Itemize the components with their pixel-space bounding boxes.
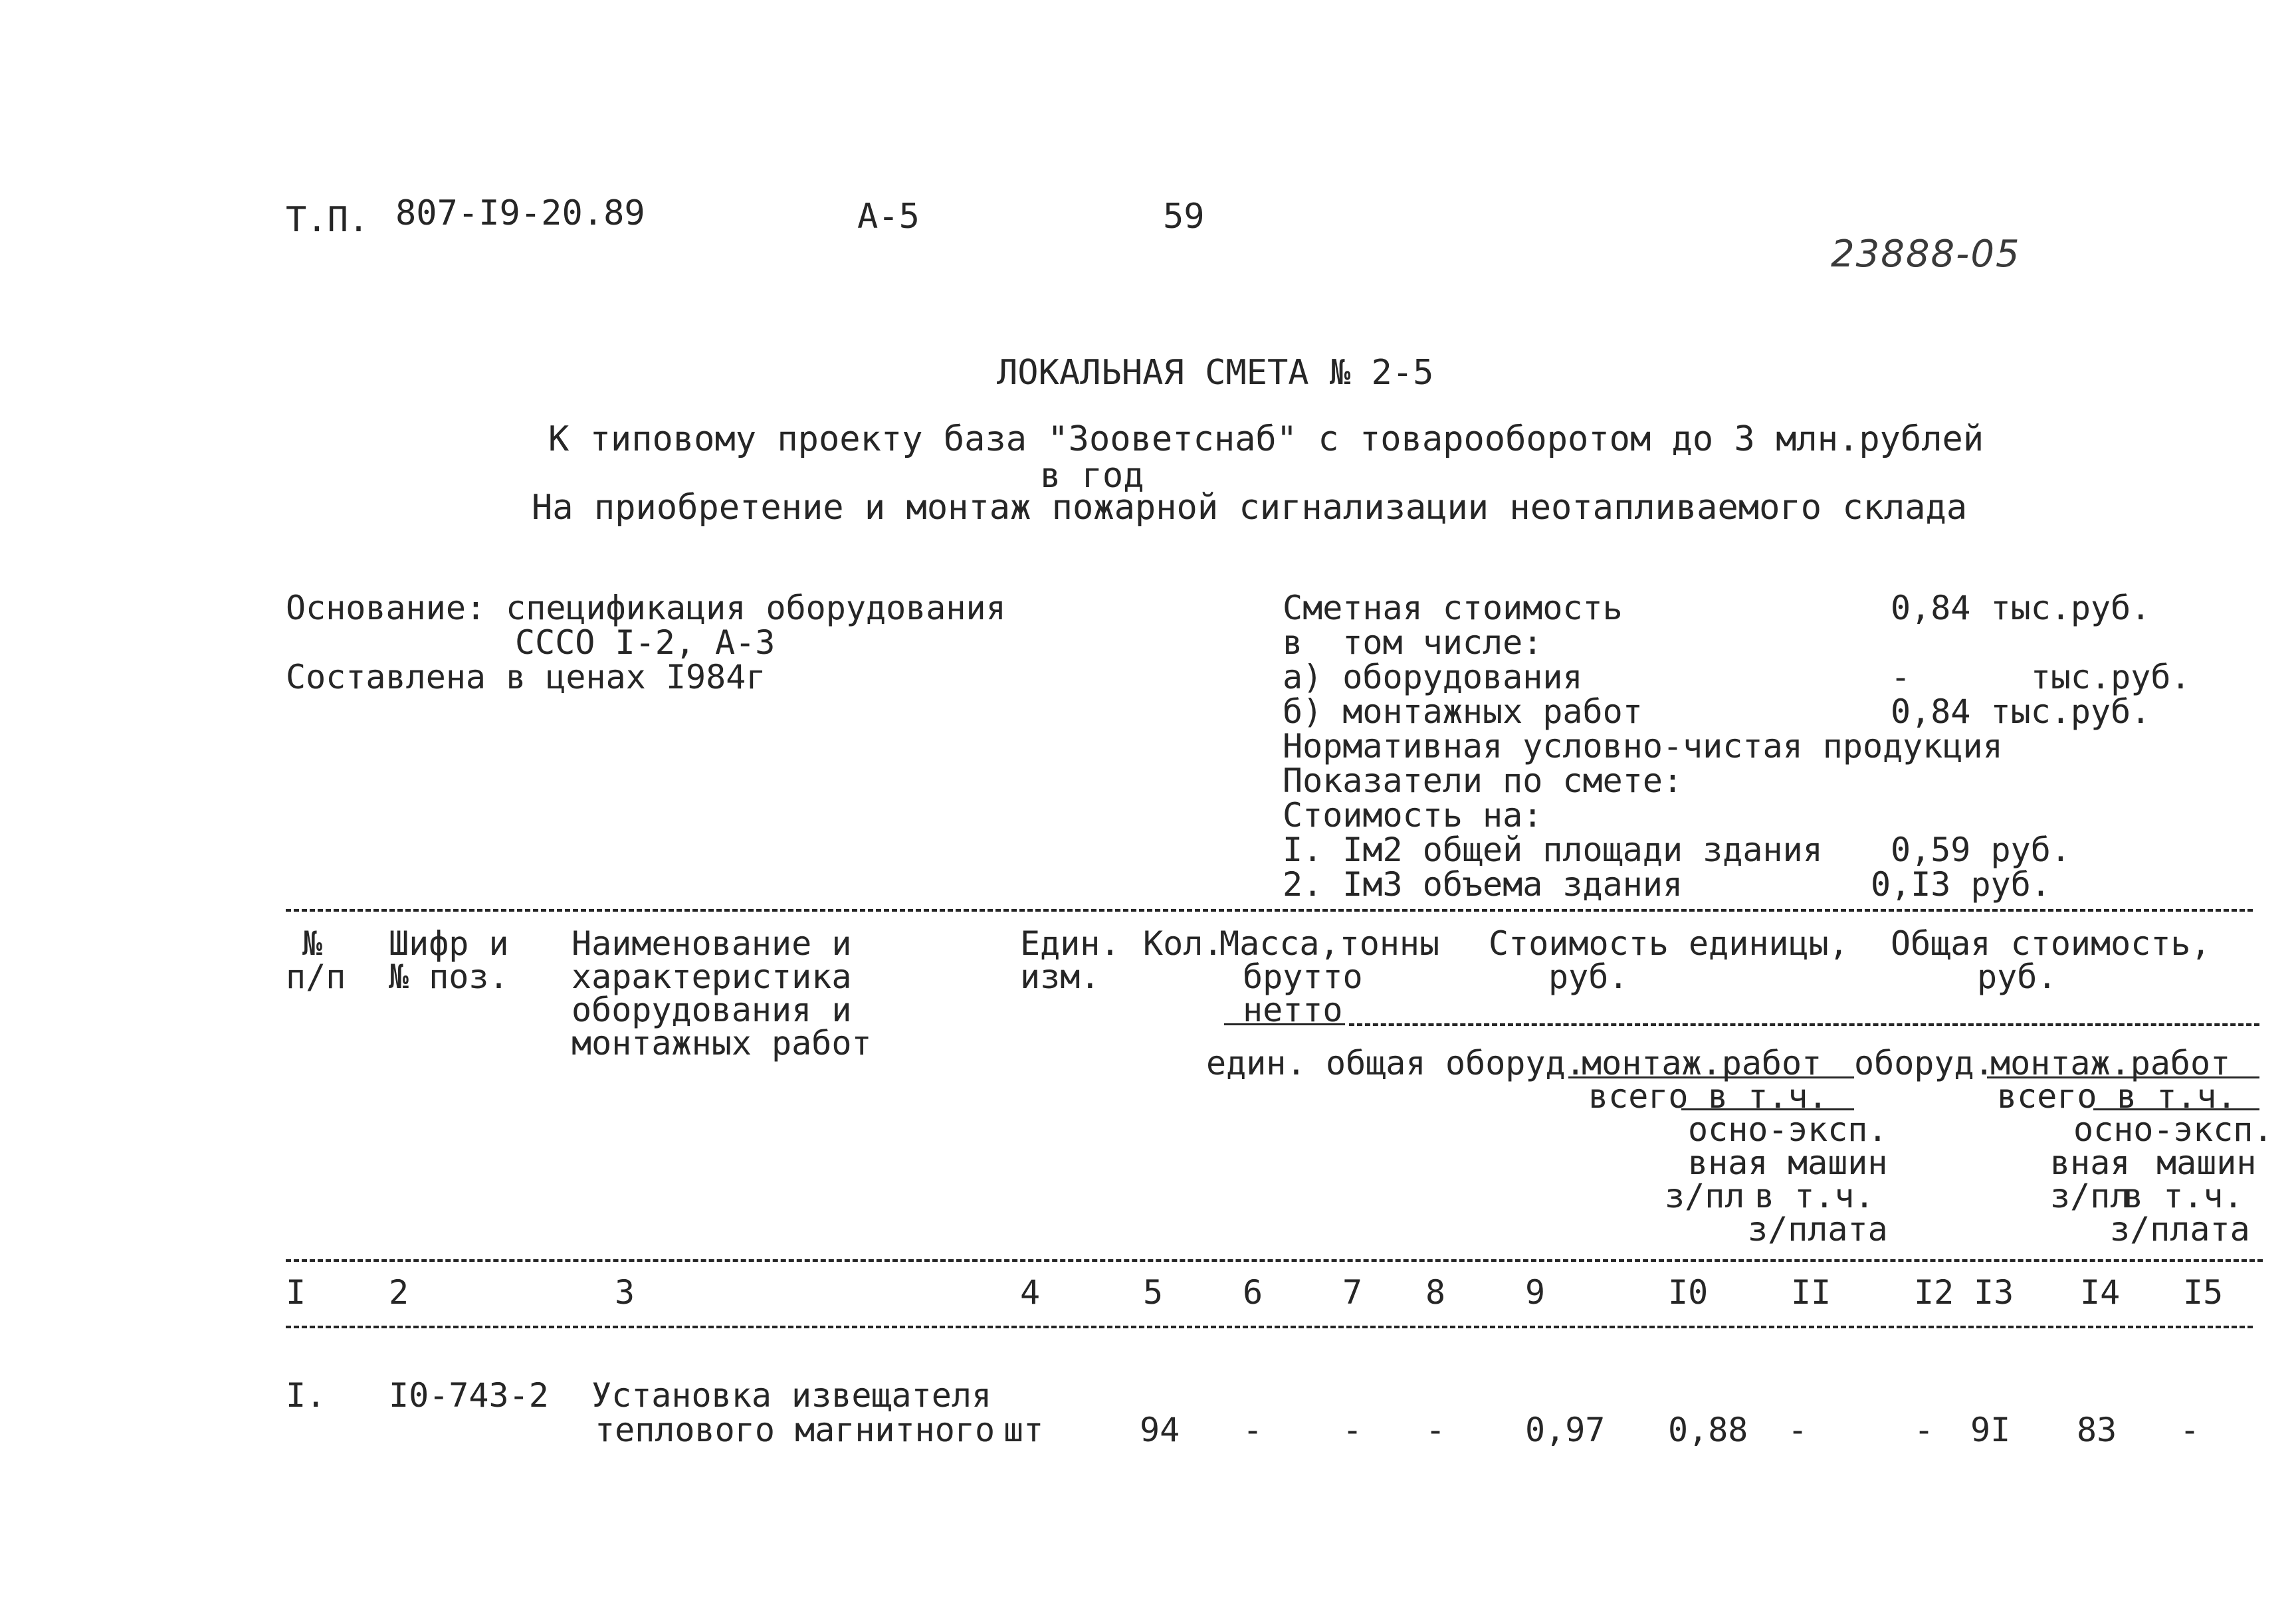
total-main-wages-1: осно-	[2073, 1110, 2174, 1149]
title-line-1: К типовому проекту база "Зооветснаб" с товарооборотом до 3 млн.рублей	[548, 419, 1984, 459]
document-heading: ЛОКАЛЬНАЯ СМЕТА № 2-5	[997, 353, 1434, 393]
row-col9: 0,97	[1525, 1411, 1606, 1449]
mass-sub-total: общая	[1326, 1044, 1426, 1082]
col3-header-line4: монтажных работ	[572, 1024, 872, 1063]
row-col8: -	[1425, 1411, 1446, 1449]
total-including-sub: в т.ч.	[2117, 1077, 2237, 1116]
col5-header: Кол.	[1143, 924, 1223, 963]
row-code: I0-743-2	[389, 1376, 549, 1415]
estimated-cost-value: 0,84 тыс.руб.	[1891, 589, 2151, 627]
handwritten-number: 23888-05	[1831, 233, 2021, 276]
title-line-3: На приобретение и монтаж пожарной сигнализации неотапливаемого склада	[532, 488, 1968, 528]
unit-main-wages-1: осно-	[1688, 1110, 1788, 1149]
unit-cost-header-line1: Стоимость единицы,	[1489, 924, 1849, 963]
row-qty: 94	[1140, 1411, 1180, 1449]
installation-value: 0,84 тыс.руб.	[1891, 692, 2151, 731]
col-number-8: 8	[1425, 1273, 1446, 1312]
row-col11: -	[1788, 1411, 1808, 1449]
estimated-cost-label: Сметная стоимость	[1283, 589, 1623, 627]
unit-machine-2: машин	[1788, 1144, 1888, 1182]
total-machine-3: в т.ч.	[2123, 1177, 2244, 1215]
row-col6: -	[1243, 1411, 1263, 1449]
col-number-11: II	[1791, 1273, 1831, 1312]
unit-machine-3: в т.ч.	[1754, 1177, 1875, 1215]
col-number-14: I4	[2080, 1273, 2121, 1312]
col-number-5: 5	[1143, 1273, 1164, 1312]
total-total-sub: всего	[1997, 1077, 2097, 1116]
col-number-1: I	[286, 1273, 306, 1312]
total-cost-header-line1: Общая стоимость,	[1891, 924, 2211, 963]
col-number-3: 3	[615, 1273, 635, 1312]
row-col10: 0,88	[1668, 1411, 1748, 1449]
table-top-rule	[286, 909, 2253, 912]
unit-machine-4: з/плата	[1748, 1210, 1888, 1249]
row-name-line2: теплового магнитного	[595, 1411, 995, 1449]
col-number-2: 2	[389, 1273, 409, 1312]
col-number-12: I2	[1914, 1273, 1954, 1312]
unit-main-wages-3: з/пл	[1665, 1177, 1745, 1215]
per-m3-value: 0,I3 руб.	[1871, 865, 2051, 904]
total-cost-header-line2: руб.	[1977, 958, 2057, 996]
row-col13: 9I	[1970, 1411, 2011, 1449]
normative-label: Нормативная условно-чистая продукция	[1283, 727, 2003, 765]
series-number: 807-I9-20.89	[395, 193, 645, 233]
col-number-15: I5	[2183, 1273, 2224, 1312]
col3-header-line1: Наименование и	[572, 924, 852, 963]
col-number-10: I0	[1668, 1273, 1709, 1312]
mass-header-brutto: брутто	[1243, 958, 1363, 996]
cost-header-rule	[1349, 1023, 2259, 1026]
row-col12: -	[1914, 1411, 1934, 1449]
row-name-line1: Установка извещателя	[591, 1376, 992, 1415]
total-installation-sub: монтаж.работ	[1990, 1044, 2231, 1082]
row-num: I.	[286, 1376, 326, 1415]
unit-including-sub: в т.ч.	[1708, 1077, 1828, 1116]
row-col15: -	[2180, 1411, 2200, 1449]
per-m3-label: 2. Iм3 объема здания	[1283, 865, 1683, 904]
cost-per-label: Стоимость на:	[1283, 796, 1543, 835]
page-number: 59	[1163, 197, 1205, 237]
including-label: в том числе:	[1283, 623, 1543, 662]
total-equipment-sub: оборуд.	[1854, 1044, 1994, 1082]
column-numbers-bottom-rule	[286, 1326, 2253, 1328]
basis-line-2: ССCO I-2, А-3	[515, 623, 776, 662]
netto-underline	[1224, 1023, 1345, 1025]
equipment-value: - тыс.руб.	[1891, 658, 2191, 696]
total-main-wages-2: вная	[2050, 1144, 2131, 1182]
unit-total-sub: всего	[1588, 1077, 1689, 1116]
per-m2-value: 0,59 руб.	[1891, 831, 2071, 869]
mass-header-netto: нетто	[1243, 991, 1343, 1029]
mass-sub-unit: един.	[1206, 1044, 1306, 1082]
basis-line-1: Основание: спецификация оборудования	[286, 589, 1006, 627]
row-col14: 83	[2077, 1411, 2117, 1449]
col4-header-line2: изм.	[1020, 958, 1100, 996]
per-m2-label: I. Iм2 общей площади здания	[1283, 831, 1823, 869]
col-number-6: 6	[1243, 1273, 1263, 1312]
col3-header-line3: оборудования и	[572, 991, 852, 1029]
col3-header-line2: характеристика	[572, 958, 852, 996]
title-line-2: в год	[1040, 456, 1144, 496]
unit-cost-header-line2: руб.	[1548, 958, 1629, 996]
total-machine-4: з/плата	[2110, 1210, 2250, 1249]
col1-header-line1: №	[302, 924, 323, 963]
unit-machine-1: эксп.	[1788, 1110, 1888, 1149]
col-number-9: 9	[1525, 1273, 1546, 1312]
unit-main-wages-2: вная	[1688, 1144, 1768, 1182]
equipment-label: а) оборудования	[1283, 658, 1583, 696]
column-numbers-top-rule	[286, 1259, 2263, 1262]
series-prefix: Т.П.	[286, 200, 369, 240]
col2-header-line1: Шифр и	[389, 924, 509, 963]
col1-header-line2: п/п	[286, 958, 346, 996]
indicators-label: Показатели по смете:	[1283, 761, 1683, 800]
row-unit: шт	[1003, 1411, 1044, 1449]
col4-header-line1: Един.	[1020, 924, 1120, 963]
total-machine-1: эксп.	[2173, 1110, 2273, 1149]
col-number-7: 7	[1342, 1273, 1363, 1312]
col-number-13: I3	[1974, 1273, 2014, 1312]
col-number-4: 4	[1020, 1273, 1041, 1312]
unit-installation-sub: монтаж.работ	[1582, 1044, 1822, 1082]
unit-equipment-sub: оборуд.	[1445, 1044, 1586, 1082]
installation-label: б) монтажных работ	[1283, 692, 1643, 731]
album-code: А-5	[857, 197, 920, 237]
total-main-wages-3: з/пл	[2050, 1177, 2131, 1215]
mass-header-line1: Масса,тонны	[1219, 924, 1440, 963]
col2-header-line2: № поз.	[389, 958, 509, 996]
basis-line-3: Составлена в ценах I984г	[286, 658, 766, 696]
row-col7: -	[1342, 1411, 1363, 1449]
total-machine-2: машин	[2156, 1144, 2257, 1182]
